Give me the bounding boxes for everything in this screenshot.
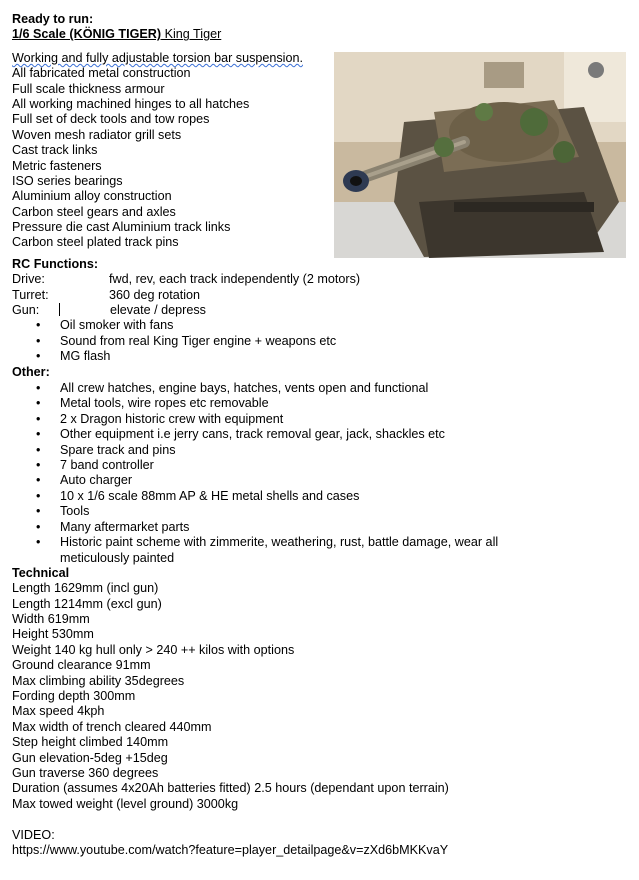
bullet-text: MG flash — [60, 349, 111, 364]
feature-item: ISO series bearings — [12, 173, 123, 188]
feature-item: Carbon steel gears and axles — [12, 204, 176, 219]
technical-item: Length 1214mm (excl gun) — [12, 596, 162, 611]
bullet-icon: • — [36, 396, 41, 411]
bullet-item — [12, 473, 632, 488]
bullet-icon: • — [36, 504, 41, 519]
bullet-item — [12, 334, 632, 349]
bullet-text: Historic paint scheme with zimmerite, weathering, rust, battle damage, wear all meticulously painted — [60, 535, 499, 565]
bullet-icon: • — [36, 349, 41, 364]
title-scale: 1/6 Scale (KÖNIG TIGER) — [12, 27, 162, 42]
bullet-item — [12, 458, 632, 473]
technical-item: Gun traverse 360 degrees — [12, 765, 159, 780]
bullet-text: Many aftermarket parts — [60, 519, 190, 534]
bullet-item — [12, 520, 632, 535]
feature-item: Woven mesh radiator grill sets — [12, 127, 182, 142]
technical-item: Max width of trench cleared 440mm — [12, 719, 212, 734]
feature-item: Aluminium alloy construction — [12, 189, 172, 204]
feature-item: Cast track links — [12, 143, 98, 158]
bullet-item — [12, 489, 632, 504]
technical-heading: Technical — [12, 565, 70, 580]
bullet-item — [12, 349, 632, 364]
technical-item: Step height climbed 140mm — [12, 735, 169, 750]
bullet-item — [12, 535, 632, 566]
bullet-item — [12, 318, 632, 333]
title-name: King Tiger — [161, 27, 222, 42]
bullet-text: All crew hatches, engine bays, hatches, vents open and functional — [60, 381, 429, 396]
rc-row — [12, 288, 632, 303]
rc-row — [12, 272, 632, 287]
feature-item: All working machined hinges to all hatches — [12, 96, 250, 111]
feature-item: Full scale thickness armour — [12, 81, 165, 96]
bullet-item — [12, 443, 632, 458]
bullet-text: 2 x Dragon historic crew with equipment — [60, 411, 284, 426]
rc-row-key: Drive: — [12, 272, 45, 287]
bullet-icon: • — [36, 442, 41, 457]
other-heading: Other: — [12, 364, 50, 379]
bullet-item — [12, 381, 632, 396]
technical-list — [12, 581, 632, 812]
technical-item: Length 1629mm (incl gun) — [12, 581, 159, 596]
feature-item: Carbon steel plated track pins — [12, 235, 179, 250]
technical-item: Gun elevation-5deg +15deg — [12, 750, 168, 765]
bullet-icon: • — [36, 488, 41, 503]
rc-row — [12, 303, 632, 318]
bullet-icon: • — [36, 318, 41, 333]
bullet-item — [12, 427, 632, 442]
title-line-2 — [12, 27, 632, 42]
technical-item: Max towed weight (level ground) 3000kg — [12, 796, 239, 811]
technical-item: Max speed 4kph — [12, 704, 105, 719]
technical-item: Max climbing ability 35degrees — [12, 673, 185, 688]
bullet-text: Auto charger — [60, 473, 133, 488]
bullet-icon: • — [36, 381, 41, 396]
bullet-icon: • — [36, 519, 41, 534]
other-bullet-list — [12, 381, 632, 566]
text-cursor — [59, 303, 60, 316]
bullet-item — [12, 504, 632, 519]
bullet-text: 10 x 1/6 scale 88mm AP & HE metal shells and cases — [60, 488, 360, 503]
technical-item: Height 530mm — [12, 627, 94, 642]
bullet-text: Tools — [60, 504, 90, 519]
title-line-1: Ready to run: — [12, 12, 94, 26]
rc-heading: RC Functions: — [12, 256, 99, 271]
bullet-item — [12, 396, 632, 411]
bullet-icon: • — [36, 427, 41, 442]
bullet-icon: • — [36, 535, 41, 550]
bullet-icon: • — [36, 333, 41, 348]
video-link[interactable]: https://www.youtube.com/watch?feature=player_detailpage&v=zXd6bMKKvaY — [12, 842, 449, 857]
bullet-text: Sound from real King Tiger engine + weapons etc — [60, 333, 337, 348]
tank-photo-icon — [334, 52, 626, 258]
feature-item: All fabricated metal construction — [12, 66, 191, 81]
rc-row-value: fwd, rev, each track independently (2 motors) — [109, 272, 361, 287]
bullet-item — [12, 412, 632, 427]
rc-row-key: Turret: — [12, 287, 49, 302]
rc-row-value: 360 deg rotation — [109, 287, 201, 302]
bullet-icon: • — [36, 473, 41, 488]
rc-functions-table — [12, 272, 632, 318]
video-label: VIDEO: — [12, 827, 55, 842]
technical-item: Width 619mm — [12, 612, 90, 627]
rc-row-value: elevate / depress — [110, 303, 206, 318]
feature-item: Metric fasteners — [12, 158, 102, 173]
bullet-text: Oil smoker with fans — [60, 318, 174, 333]
rc-row-key: Gun: — [12, 303, 40, 318]
bullet-text: Other equipment i.e jerry cans, track removal gear, jack, shackles etc — [60, 427, 445, 442]
bullet-text: Spare track and pins — [60, 442, 176, 457]
feature-item: Pressure die cast Aluminium track links — [12, 220, 231, 235]
bullet-text: Metal tools, wire ropes etc removable — [60, 396, 269, 411]
feature-item: Working and fully adjustable torsion bar suspension. — [12, 50, 303, 65]
feature-item: Full set of deck tools and tow ropes — [12, 112, 210, 127]
tank-photo — [334, 52, 626, 258]
technical-item: Ground clearance 91mm — [12, 658, 151, 673]
bullet-icon: • — [36, 458, 41, 473]
bullet-text: 7 band controller — [60, 458, 154, 473]
bullet-icon: • — [36, 411, 41, 426]
technical-item: Weight 140 kg hull only > 240 ++ kilos with options — [12, 642, 295, 657]
technical-item: Fording depth 300mm — [12, 689, 136, 704]
rc-bullet-list — [12, 318, 632, 364]
technical-item: Duration (assumes 4x20Ah batteries fitted) 2.5 hours (dependant upon terrain) — [12, 781, 449, 796]
